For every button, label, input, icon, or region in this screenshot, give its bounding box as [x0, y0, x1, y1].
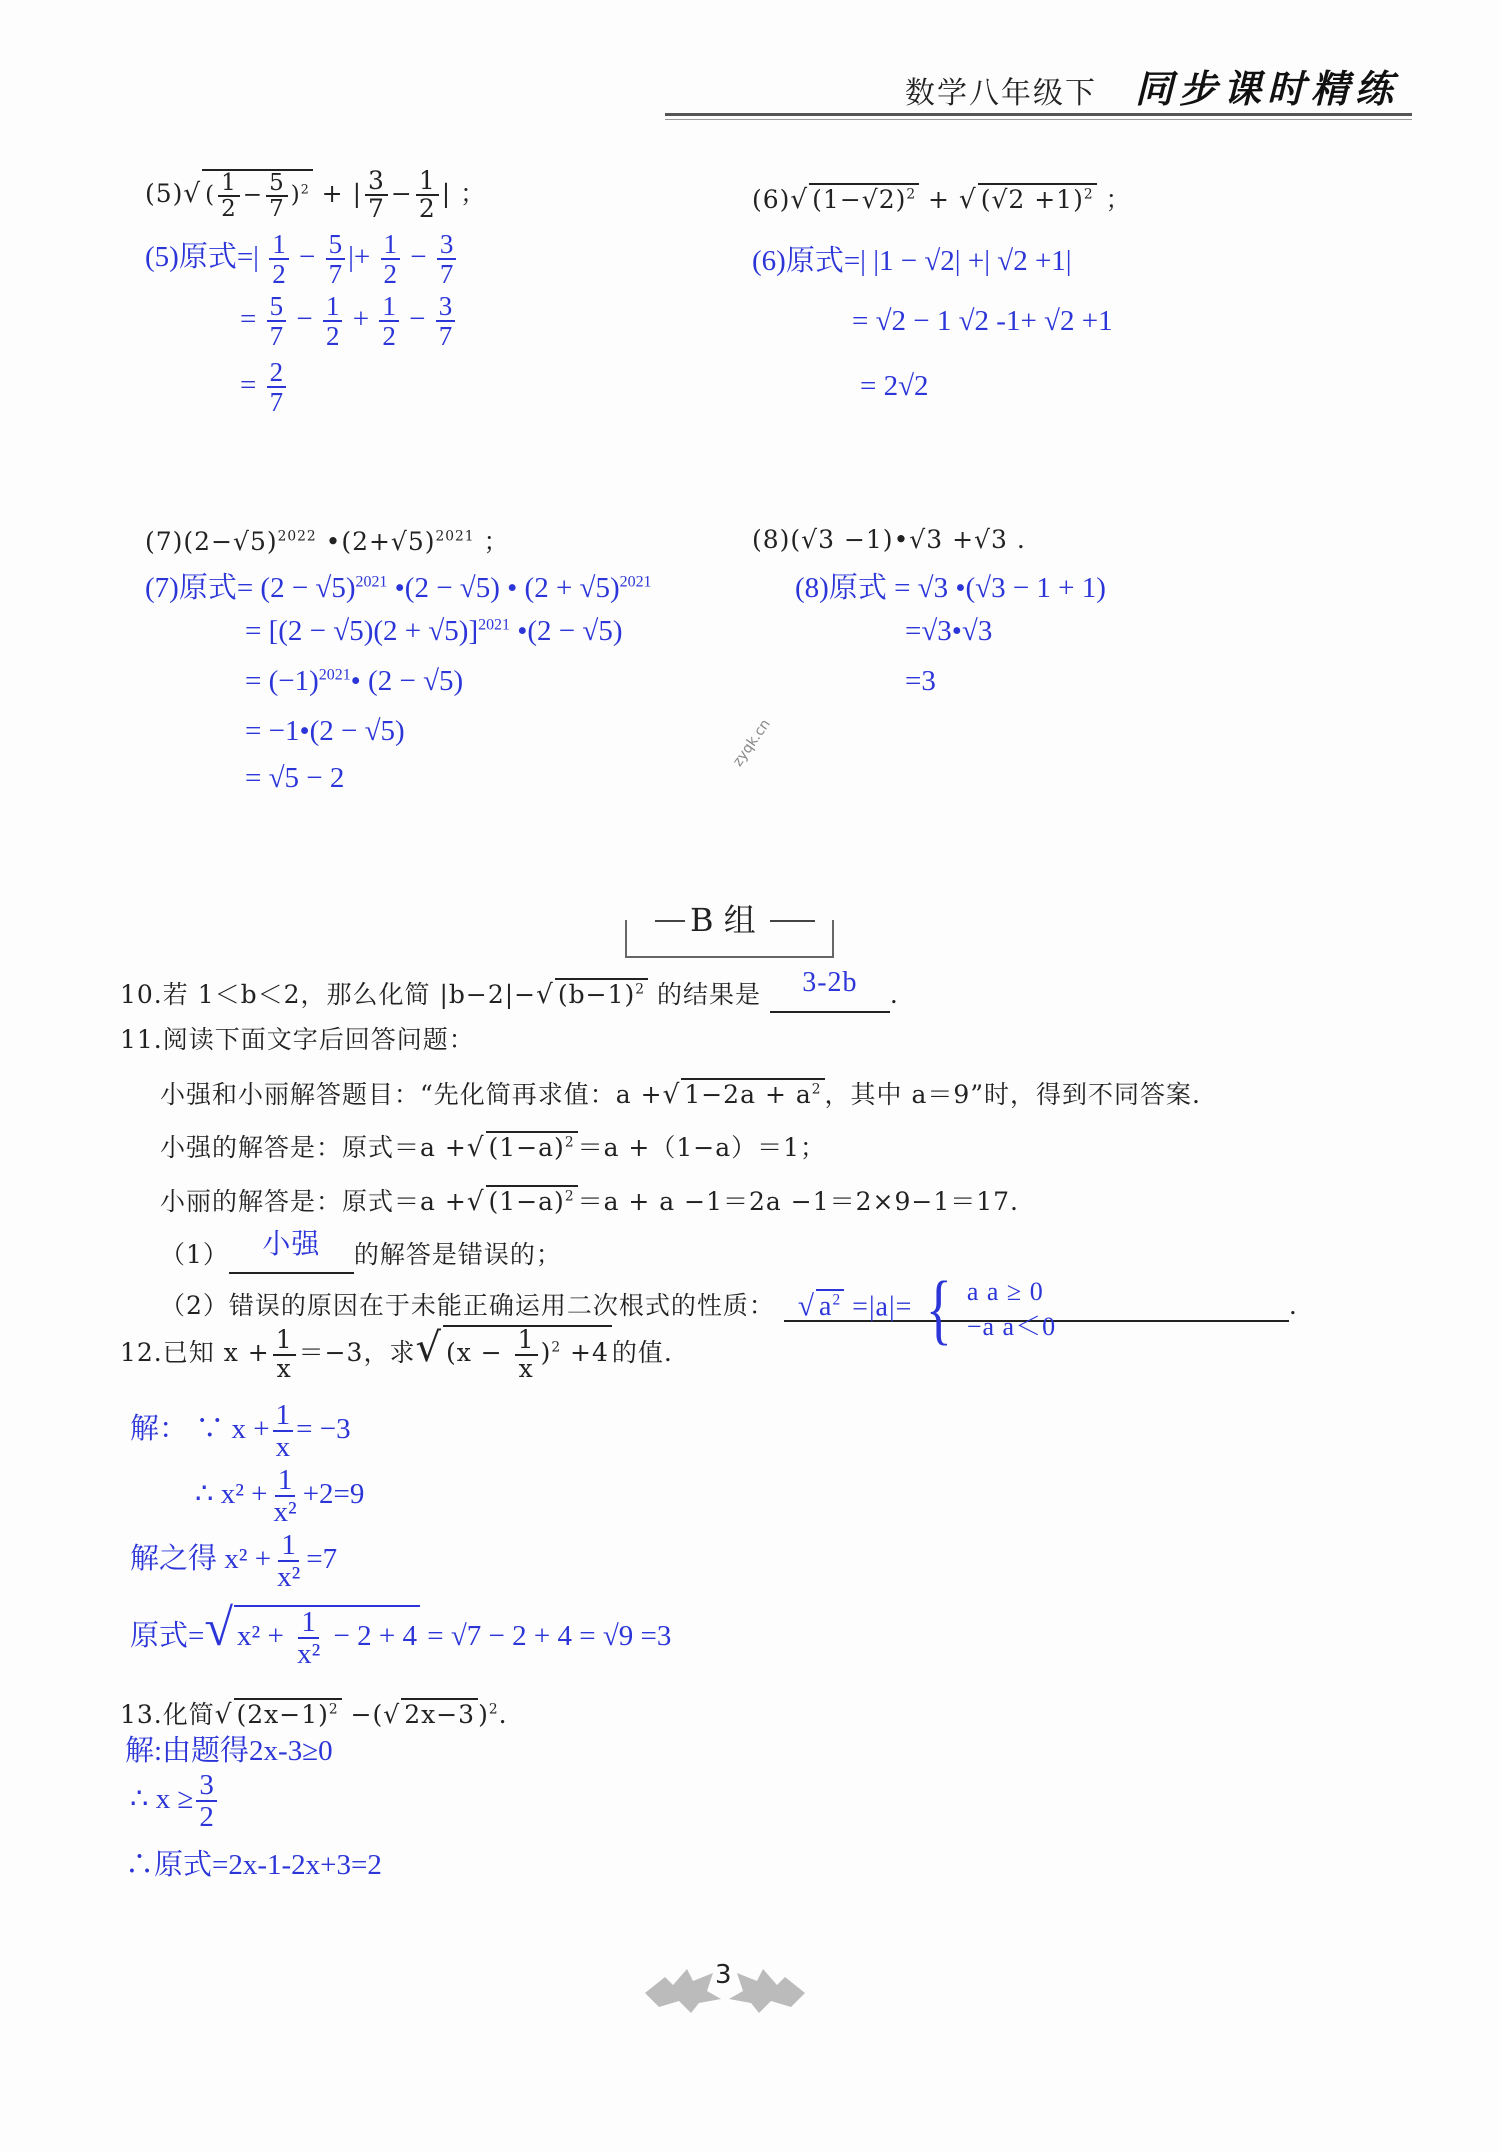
header-series: 同步课时精练 [1135, 66, 1400, 111]
leaf-right-icon [729, 1969, 805, 2013]
q7-answer-line3: = $(-1)^{2021}•$ (2 − √5) [245, 665, 464, 697]
q12-step3: 解之得 x² + $\frac{1}{\text{x²}}$ =7 [130, 1529, 338, 1594]
q8-answer-line2: =√3•√3 [905, 615, 993, 647]
page-number: 3 [715, 1960, 732, 1990]
q6-answer-line1: (6)原式=| |1 − √2| +| √2 +1| [752, 245, 1072, 277]
q13-step3: ∴原式=2x-1-2x+3=2 [125, 1849, 382, 1881]
q7-problem: $(7)(2-√5)^{2022}$ $•(2+√5)^{2021}$ ； [145, 527, 510, 556]
q12-problem: 12.已知 x + $\frac{1}{x}$ ＝−3，求√ (x − $\frac{1}{x}$ )$^2$ +4 的值. [120, 1325, 673, 1383]
case-2: −a a＜0 [966, 1312, 1057, 1341]
q11-part2-answer: √ $a^2 =|a|=$ { a a ≥ 0 −a a＜0 [797, 1265, 1057, 1352]
q7-answer-line1: (7)原式= $(2 - √5)^{2021}$ •(2 − √5) • $(2 + √5)^{2021}$ [145, 572, 652, 604]
leaf-left-icon [645, 1969, 721, 2013]
q12-step1: 解： ∵ x + $\frac{1}{x}$ = −3 [130, 1399, 351, 1464]
q13-problem: 13.化简√ $(2x-1)^2$ −(√ 2x−3 )$^2$. [120, 1700, 508, 1730]
q11-intro: 11.阅读下面文字后回答问题： [120, 1025, 475, 1054]
q10: 10.若 1＜b＜2，那么化简 |b−2|−√ $(b-1)^2$ 的结果是 3-2b . [120, 975, 899, 1013]
q6-answer-line3: = 2√2 [860, 370, 929, 402]
q8-answer-line3: =3 [905, 665, 936, 697]
q6-problem: (6)√ $(1-√2)^2$ + √ $(√2 +1)^2$ ； [752, 185, 1132, 215]
q7-answer-line4: = −1•(2 − √5) [245, 715, 405, 747]
q11-part1-answer: 小强 [262, 1229, 321, 1260]
q5-answer-line3: = $\frac{2}{7}$ [240, 358, 289, 417]
q7-answer-line2: = $[(2 - √5)(2 + √5)]^{2021}$ •(2 − √5) [245, 615, 623, 647]
q11-part2: （2）错误的原因在于未能正确运用二次根式的性质： √ $a^2 =|a|=$ { a a ≥ 0 −a a＜0 . [160, 1265, 1298, 1352]
q8-answer-line1: (8)原式 = √3 •(√3 − 1 + 1) [795, 572, 1106, 604]
q5-answer-line1: (5)原式=| $\frac{1}{2}$ − $\frac{5}{7}$ |+ $\frac{1}{2}$ − $\frac{3}{7}$ [145, 230, 459, 289]
q5-problem: (5)√ ( $\frac{1}{2}$ − $\frac{5}{7}$ )$^2$ + | $\frac{3}{7}$ − $\frac{1}{2}$ | ； [145, 166, 487, 224]
header-rule-thin [665, 119, 1412, 120]
header-rule [665, 113, 1412, 116]
group-b-title: B 组 [690, 901, 756, 939]
q6-answer-line2: = √2 − 1 √2 -1+ √2 +1 [852, 305, 1113, 337]
q11-line3: 小丽的解答是：原式＝a +√ $(1-a)^2 =a + a -1=2a -1=2\times 9-1=17$. [160, 1187, 1019, 1217]
q10-answer: 3-2b [802, 967, 858, 998]
group-b-box [625, 920, 834, 958]
q11-line1: 小强和小丽解答题目：“先化简再求值：a +√ $1-2a + a^2$ ，其中 a＝9”时，得到不同答案. [160, 1080, 1201, 1110]
case-1: a a ≥ 0 [966, 1276, 1044, 1306]
q13-step2: ∴ x ≥ $\frac{3}{2}$ [130, 1770, 220, 1833]
watermark: zyqk.cn [729, 716, 774, 770]
q8-problem: (8)(√3 −1)•√3 +√3 . [752, 525, 1026, 554]
q13-step1: 解:由题得2x-3≥0 [125, 1735, 333, 1767]
header-subject: 数学八年级下 [905, 76, 1097, 111]
q7-answer-line5: = √5 − 2 [245, 762, 345, 794]
q5-answer-line2: = $\frac{5}{7}$ − $\frac{1}{2}$ + $\frac{1}{2}$ − $\frac{3}{7}$ [240, 292, 458, 351]
q11-line2: 小强的解答是：原式＝a +√ $(1-a)^2 =a +(1-a)=1$； [160, 1133, 827, 1163]
q12-step2: ∴ x² + $\frac{1}{\text{x²}}$ +2=9 [195, 1464, 365, 1529]
q12-step4: 原式=√ x² + $\frac{1}{\text{x²}}$ − 2 + 4 = √7 − 2 + 4 = √9 =3 [130, 1599, 672, 1671]
q11-part1: （1） 小强 的解答是错误的； [160, 1232, 562, 1274]
